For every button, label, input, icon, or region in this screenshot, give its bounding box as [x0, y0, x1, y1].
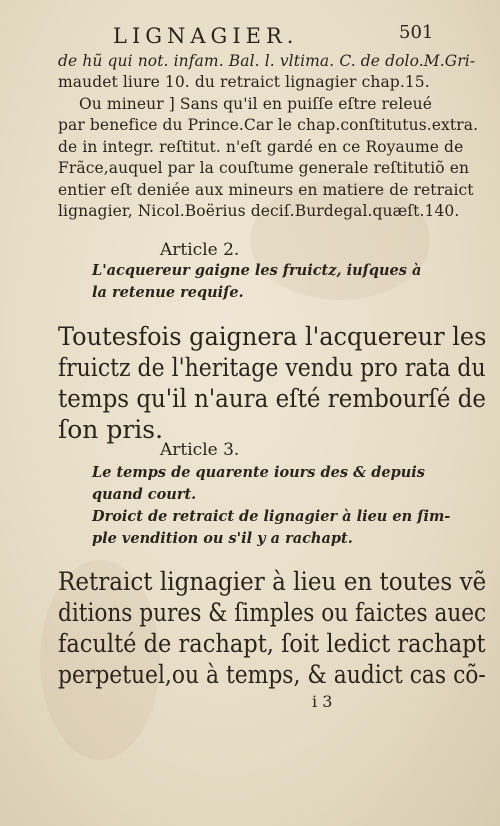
article-summary: la retenue requiſe.: [92, 284, 244, 301]
article-summary: Droict de retraict de lignagier à lieu en ſim-: [92, 508, 451, 525]
text-line: par benefice du Prince.Car le chap.conſtitutus.extra.: [58, 116, 479, 134]
folio-number: 501: [399, 22, 434, 43]
text-line: de hũ qui not. infam. Bal. l. vltima. C. de dolo.M.Gri-: [58, 52, 476, 70]
article-heading: Article 2.: [160, 240, 240, 260]
running-head: LIGNAGIER.: [113, 24, 299, 48]
text-line: entier eſt deniée aux mineurs en matiere de retraict: [58, 181, 474, 199]
text-line: maudet liure 10. du retraict lignagier chap.15.: [58, 73, 430, 91]
text-line: Ou mineur ] Sans qu'il en puiſſe eſtre releué: [79, 95, 432, 113]
article-text-line: faculté de rachapt, ſoit ledict rachapt: [58, 629, 486, 658]
article-summary: Le temps de quarente iours des & depuis: [92, 464, 425, 481]
article-text-line: perpetuel,ou à temps, & audict cas cõ-: [58, 660, 486, 689]
article-summary: ple vendition ou s'il y a rachapt.: [92, 530, 353, 547]
article-summary: quand court.: [92, 486, 197, 503]
text-line: de in integr. reſtitut. n'eſt gardé en ce Royaume de: [58, 138, 464, 156]
article-text-line: temps qu'il n'aura eſté rembourſé de: [58, 384, 486, 413]
article-text-line: Toutesfois gaignera l'acquereur les: [58, 322, 487, 351]
text-line: lignagier, Nicol.Boërius deciſ.Burdegal.quæſt.140.: [58, 202, 460, 220]
article-text-line: ditions pures & ſimples ou faictes auec: [58, 598, 487, 627]
article-heading: Article 3.: [160, 440, 240, 460]
article-text-line: Retraict lignagier à lieu en toutes vẽ: [58, 567, 487, 596]
text-line: Frãce,auquel par la couſtume generale reſtitutiõ en: [58, 159, 470, 177]
article-summary: L'acquereur gaigne les fruictz, iuſques à: [92, 262, 422, 279]
article-text-line: ſon pris.: [58, 415, 164, 444]
signature-mark: i 3: [312, 692, 333, 711]
article-text-line: fruictz de l'heritage vendu pro rata du: [58, 353, 486, 382]
